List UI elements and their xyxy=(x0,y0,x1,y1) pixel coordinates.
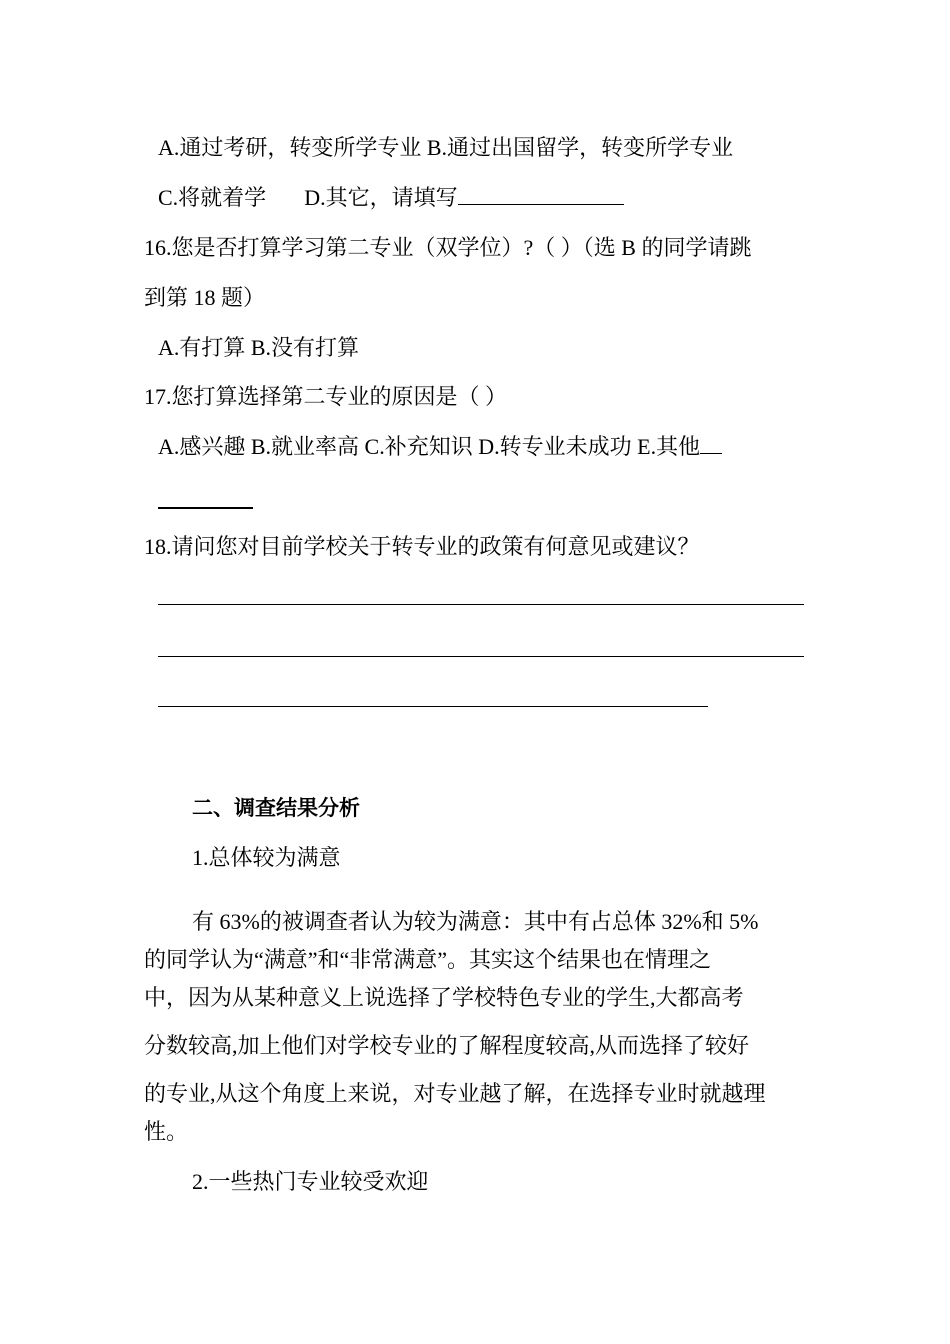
paragraph-line-1: 有 63%的被调查者认为较为满意：其中有占总体 32%和 5% xyxy=(192,909,759,934)
q15-option-d: D.其它，请填写 xyxy=(304,185,458,210)
section-heading: 二、调查结果分析 xyxy=(192,796,360,820)
q17-options xyxy=(158,432,722,462)
q18-answer-line-3 xyxy=(158,706,708,707)
q17-question: 17.您打算选择第二专业的原因是（ ） xyxy=(144,384,508,409)
q16-options: A.有打算 B.没有打算 xyxy=(158,335,360,360)
q15-option-c: C.将就着学 xyxy=(158,185,267,210)
q16-question-line1: 16.您是否打算学习第二专业（双学位）?（ ）（选 B 的同学请跳 xyxy=(144,235,752,260)
q15-options-line2 xyxy=(158,183,624,213)
paragraph-line-5: 的专业,从这个角度上来说，对专业越了解，在选择专业时就越理 xyxy=(144,1081,766,1106)
q18-answer-line-1 xyxy=(158,604,804,605)
q17-fill-blank-continued xyxy=(158,507,253,509)
q16-question-line2: 到第 18 题） xyxy=(144,285,266,310)
paragraph-line-6: 性。 xyxy=(144,1119,189,1144)
q18-question: 18.请问您对目前学校关于转专业的政策有何意见或建议？ xyxy=(144,534,700,559)
q17-options-text: A.感兴趣 B.就业率高 C.补充知识 D.转专业未成功 E.其他 xyxy=(158,434,701,459)
q15-fill-blank xyxy=(458,186,624,205)
q18-answer-line-2 xyxy=(158,656,804,657)
subheading-1: 1.总体较为满意 xyxy=(192,845,341,870)
q15-options-line1: A.通过考研，转变所学专业 B.通过出国留学，转变所学专业 xyxy=(158,135,734,160)
paragraph-line-3: 中，因为从某种意义上说选择了学校特色专业的学生,大都高考 xyxy=(144,985,744,1010)
subheading-2: 2.一些热门专业较受欢迎 xyxy=(192,1169,429,1194)
q17-fill-blank-start xyxy=(700,435,722,454)
paragraph-line-4: 分数较高,加上他们对学校专业的了解程度较高,从而选择了较好 xyxy=(144,1033,750,1058)
paragraph-line-2: 的同学认为“满意”和“非常满意”。其实这个结果也在情理之 xyxy=(144,947,712,972)
